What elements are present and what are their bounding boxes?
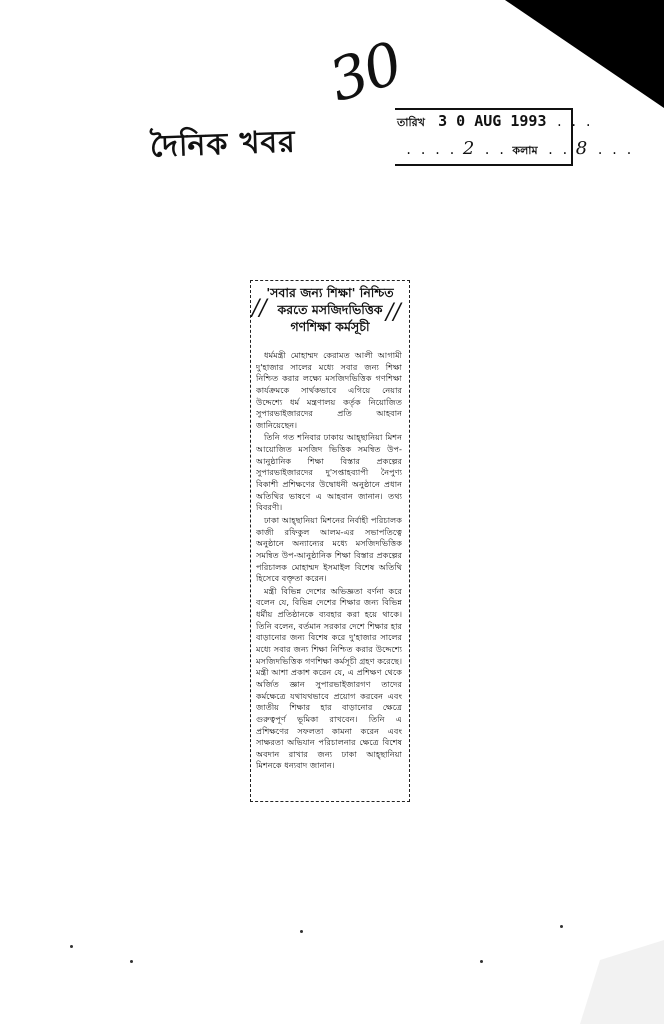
- slash-mark-right: //: [386, 300, 401, 325]
- handwritten-page-number: 30: [321, 28, 409, 116]
- stamp-page-value: 2: [462, 138, 475, 159]
- article-paragraph: ধর্মমন্ত্রী মোহাম্মদ কেরামত আলী আগামী দু'হাজার সালের মধ্যে সবার জন্য শিক্ষা নিশ্চিত করার লক্ষ্যে মসজিদভিত্তিক গণশিক্ষা কার্যক্রমকে সার্থকভাবে এগিয়ে নেয়ার উদ্দেশ্যে ধর্ম মন্ত্রণালয় কর্তৃক নিয়োজিত সুপারভাইজারদের প্রতি আহবান জানিয়েছেন।: [256, 350, 402, 430]
- article-paragraph: মন্ত্রী বিভিন্ন দেশের অভিজ্ঞতা বর্ণনা করে বলেন যে, বিভিন্ন দেশের শিক্ষার জন্য বিভিন্ন ধর্মীয় প্রতিষ্ঠানকে ব্যবহার করা হয়ে থাকে। তিনি বলেন, বর্তমান সরকার দেশে শিক্ষার হার বাড়ানোর জন্য বিশেষ করে দু'হাজার সালের মধ্যে সবার জন্য শিক্ষা নিশ্চিত করার উদ্দেশ্যে মসজিদভিত্তিক গণশিক্ষা কর্মসূচী গ্রহণ করেছে। মন্ত্রী আশা প্রকাশ করেন যে, এ প্রশিক্ষণ থেকে অর্জিত জ্ঞান সুপারভাইজারগণ তাদের কর্মক্ষেত্রে যথাযথভাবে প্রয়োগ করবেন এবং জাতীয় শিক্ষার হার বাড়ানোর ক্ষেত্রে গুরুত্বপূর্ণ ভূমিকা রাখবেন। তিনি এ প্রশিক্ষণের সফলতা কামনা করেন এবং সাক্ষরতা অভিযান পরিচালনার ক্ষেত্রে বিশেষ অবদান রাখার জন্য ঢাকা আহ্ছানিয়া মিশনকে ধন্যবাদ জানান।: [256, 585, 402, 771]
- article-paragraph: তিনি গত শনিবার ঢাকায় আহ্ছানিয়া মিশন আয়োজিত মসজিদ ভিত্তিক সমন্বিত উপ-আনুষ্ঠানিক শিক্ষা বিস্তার প্রকল্পের সুপারভাইজারদের দু'সপ্তাহব্যাপী নৈপুণ্য বিকাশী প্রশিক্ষণের উদ্বোধনী অনুষ্ঠানে প্রধান অতিথির ভাষণে এ আহবান জানান। তথ্য বিবরণী।: [256, 432, 402, 513]
- column-label: কলাম: [512, 144, 538, 157]
- date-stamp: তারিখ 3 0 AUG 1993 . . . . . . . 2 . . কলাম . . 8 . . .: [395, 108, 573, 166]
- article-headline: [262, 285, 398, 336]
- scan-speck: [70, 945, 73, 948]
- scan-speck: [560, 925, 563, 928]
- headline-line-2: করতে মসজিদভিত্তিক: [277, 301, 383, 317]
- slash-mark-left: //: [252, 296, 267, 321]
- scan-speck: [130, 960, 133, 963]
- newspaper-masthead: দৈনিক খবর: [149, 124, 297, 165]
- stamp-date: 3 0 AUG 1993: [438, 112, 547, 130]
- scan-speck: [300, 930, 303, 933]
- scan-speck: [480, 960, 483, 963]
- stamp-column-value: 8: [575, 138, 588, 159]
- headline-line-3: গণশিক্ষা কর্মসূচী: [290, 318, 370, 334]
- article-paragraph: ঢাকা আহ্ছানিয়া মিশনের নির্বাহী পরিচালক কাজী রফিকুল আলম-এর সভাপতিত্বে অনুষ্ঠানে অন্যান্যের মধ্যে মসজিদভিত্তিক সমন্বিত উপ-আনুষ্ঠানিক শিক্ষা বিস্তার প্রকল্পের পরিচালক মোহাম্মদ ইসমাইল বিশেষ অতিথি হিসেবে বক্তৃতা করেন।: [256, 514, 402, 584]
- headline-line-1: 'সবার জন্য শিক্ষা' নিশ্চিত: [266, 285, 394, 300]
- date-label: তারিখ: [397, 116, 425, 129]
- article-body: [256, 350, 402, 802]
